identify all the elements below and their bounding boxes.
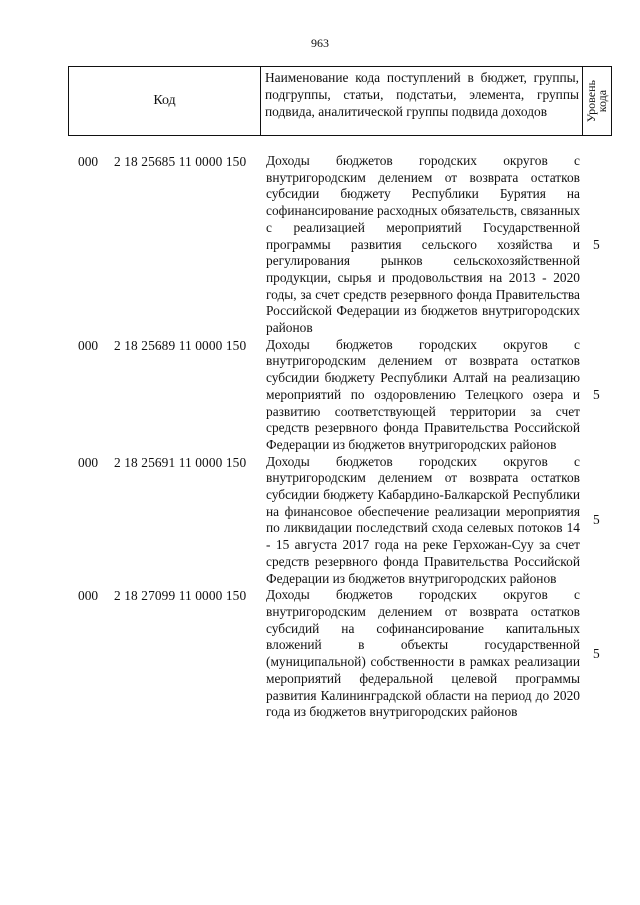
row-prefix: 000 (78, 337, 99, 353)
row-prefix: 000 (78, 588, 99, 604)
row-code: 2 18 25691 11 0000 150 (114, 454, 247, 470)
row-code: 2 18 25689 11 0000 150 (114, 337, 247, 353)
table-row (0, 454, 640, 588)
row-level: 5 (593, 236, 600, 252)
page-number: 963 (311, 36, 329, 50)
table-body (0, 153, 640, 721)
row-code: 2 18 27099 11 0000 150 (114, 588, 247, 604)
row-prefix: 000 (78, 154, 99, 169)
row-description: Доходы бюджетов городских округов с внутригородским делением от возврата остатков субсидии бюджету Кабардино-Балкарской Республики на финансовое обеспечение реализации мероприятия по ликвидации последствий схода селевых потоков 14 - 15 августа 2017 года на реке Герхожан-Суу за счет средств резервного фонда Правительства Российской Федерации из бюджетов внутригородских районов (266, 453, 580, 586)
table-row (0, 153, 640, 337)
table-row (0, 587, 640, 721)
row-description: Доходы бюджетов городских округов с внутригородским делением от возврата остатков субсидии бюджету Республики Бурятия на софинансирование расходных обязательств, связанных с реализацией мероприятий Государственной программы развития сельского хозяйства и регулирования рынков сельскохозяйственной продукции, сырья и продовольствия на 2013 - 2020 годы, за счет средств резервного фонда Правительства Российской Федерации из бюджетов внутригородских районов (266, 153, 581, 336)
row-prefix: 000 (78, 454, 99, 470)
row-level: 5 (593, 512, 600, 528)
row-level: 5 (593, 646, 600, 662)
table-row (0, 337, 640, 454)
header-level-cell (583, 67, 611, 135)
header-code: Код (69, 67, 261, 135)
table-header (68, 66, 612, 136)
header-level: Уровень кода (584, 79, 609, 123)
row-code: 2 18 25685 11 0000 150 (114, 154, 247, 169)
header-name: Наименование кода поступлений в бюджет, группы, подгруппы, статьи, подстатьи, элемента, группы подвида, аналитической группы подвида доходов (261, 67, 583, 135)
row-description: Доходы бюджетов городских округов с внутригородским делением от возврата остатков субсидий на софинансирование капитальных вложений в объекты государственной (муниципальной) собственности в рамках реализации мероприятий федеральной целевой программы развития Калининградской области на период до 2020 года из бюджетов внутригородских районов (266, 587, 580, 720)
row-description: Доходы бюджетов городских округов с внутригородским делением от возврата остатков субсидии бюджету Республики Алтай на реализацию мероприятий по оздоровлению Телецкого озера и развитию соответствующей территории за счет средств резервного фонда Правительства Российской Федерации из бюджетов внутригородских районов (266, 336, 580, 452)
row-level: 5 (593, 387, 600, 403)
